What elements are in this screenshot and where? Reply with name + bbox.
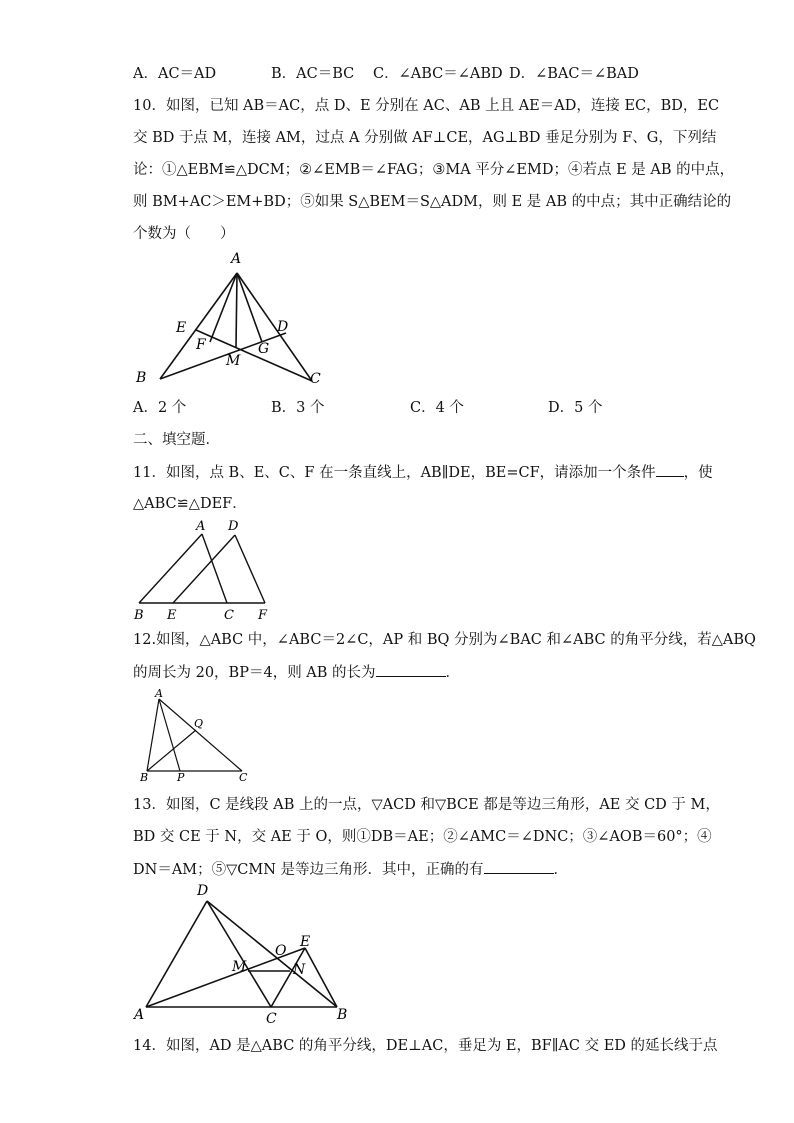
q10-label-a: A <box>231 251 242 267</box>
q9-option-c[interactable]: C．∠ABC＝∠ABD <box>373 66 503 82</box>
q10-line-1: 10．如图，已知 AB＝AC，点 D、E 分别在 AC、AB 上且 AE＝AD，连接 EC，BD，EC <box>133 98 720 114</box>
q11-line-1 <box>133 462 713 483</box>
q13-label-d: D <box>197 883 209 899</box>
q13-label-a: A <box>134 1007 145 1023</box>
q11-label-f: F <box>258 608 268 623</box>
q10-label-e: E <box>176 320 187 336</box>
q10-figure <box>130 245 340 390</box>
q9-option-d[interactable]: D．∠BAC＝∠BAD <box>509 66 639 82</box>
q12-label-q: Q <box>194 717 204 730</box>
q10-option-b[interactable]: B．3 个 <box>271 400 325 416</box>
q10-option-c[interactable]: C．4 个 <box>410 400 464 416</box>
q10-label-m: M <box>226 353 241 369</box>
q11-text-end: ，使 <box>683 465 713 481</box>
q13-line-1: 13．如图，C 是线段 AB 上的一点，▽ACD 和▽BCE 都是等边三角形，AE 交 CD 于 M， <box>133 797 720 813</box>
q14-line-1: 14．如图，AD 是△ABC 的角平分线，DE⊥AC，垂足为 E，BF∥AC 交 ED 的延长线于点 <box>133 1038 718 1054</box>
section-title-fill-in: 二、填空题． <box>133 432 220 448</box>
q10-line-5: 个数为（ ） <box>133 226 235 242</box>
q11-label-a: A <box>196 519 206 534</box>
q10-label-b: B <box>136 370 147 386</box>
q13-label-e: E <box>300 934 311 950</box>
q13-text: DN＝AM；⑤▽CMN 是等边三角形．其中，正确的有 <box>133 862 484 878</box>
q13-label-m: M <box>232 959 247 975</box>
q11-label-e: E <box>167 608 177 623</box>
q13-answer-blank[interactable] <box>484 859 554 874</box>
q13-label-c: C <box>266 1011 277 1027</box>
q12-text-end: ． <box>445 665 461 681</box>
q12-line-2 <box>133 662 460 683</box>
q9-options <box>133 64 693 84</box>
q10-label-g: G <box>258 341 270 357</box>
q10-option-d[interactable]: D．5 个 <box>548 400 603 416</box>
q12-text: 的周长为 20，BP＝4，则 AB 的长为 <box>133 665 376 681</box>
q9-option-b[interactable]: B．AC＝BC <box>271 66 355 82</box>
q12-label-a: A <box>155 687 163 700</box>
q11-line-2: △ABC≌△DEF． <box>133 496 247 512</box>
q12-label-p: P <box>177 771 185 784</box>
q12-label-c: C <box>239 771 248 784</box>
q9-option-a[interactable]: A．AC＝AD <box>133 66 217 82</box>
q13-figure <box>130 880 360 1030</box>
q10-label-d: D <box>277 319 289 335</box>
q12-answer-blank[interactable] <box>376 662 446 677</box>
q10-options <box>133 398 693 418</box>
q11-label-b: B <box>134 608 144 623</box>
q13-text-end: ． <box>553 862 569 878</box>
q11-text: 11．如图，点 B、E、C、F 在一条直线上，AB∥DE，BE=CF，请添加一个条件 <box>133 465 656 481</box>
q13-line-3 <box>133 859 568 880</box>
q11-label-c: C <box>224 608 234 623</box>
q10-label-f: F <box>196 337 206 353</box>
q10-label-c: C <box>310 371 321 387</box>
q13-label-o: O <box>275 943 287 959</box>
q13-label-n: N <box>293 962 306 978</box>
q10-line-4: 则 BM+AC＞EM+BD；⑤如果 S△BEM＝S△ADM，则 E 是 AB 的中点；其中正确结论的 <box>133 194 732 210</box>
q10-line-2: 交 BD 于点 M，连接 AM，过点 A 分别做 AF⊥CE，AG⊥BD 垂足分别为 F、G，下列结 <box>133 130 717 146</box>
q11-answer-blank[interactable] <box>656 462 684 477</box>
q10-line-3: 论：①△EBM≌△DCM；②∠EMB＝∠FAG；③MA 平分∠EMD；④若点 E 是 AB 的中点， <box>133 162 735 178</box>
q10-option-a[interactable]: A．2 个 <box>133 400 187 416</box>
q12-figure <box>130 685 260 785</box>
q11-label-d: D <box>228 519 239 534</box>
q12-line-1: 12.如图，△ABC 中，∠ABC＝2∠C，AP 和 BQ 分别为∠BAC 和∠ABC 的角平分线，若△ABQ <box>133 632 756 648</box>
q13-line-2: BD 交 CE 于 N，交 AE 于 O，则①DB＝AE；②∠AMC＝∠DNC；③∠AOB＝60°；④ <box>133 829 712 845</box>
q13-label-b: B <box>337 1007 348 1023</box>
q12-label-b: B <box>140 771 149 784</box>
q11-figure <box>130 515 280 625</box>
